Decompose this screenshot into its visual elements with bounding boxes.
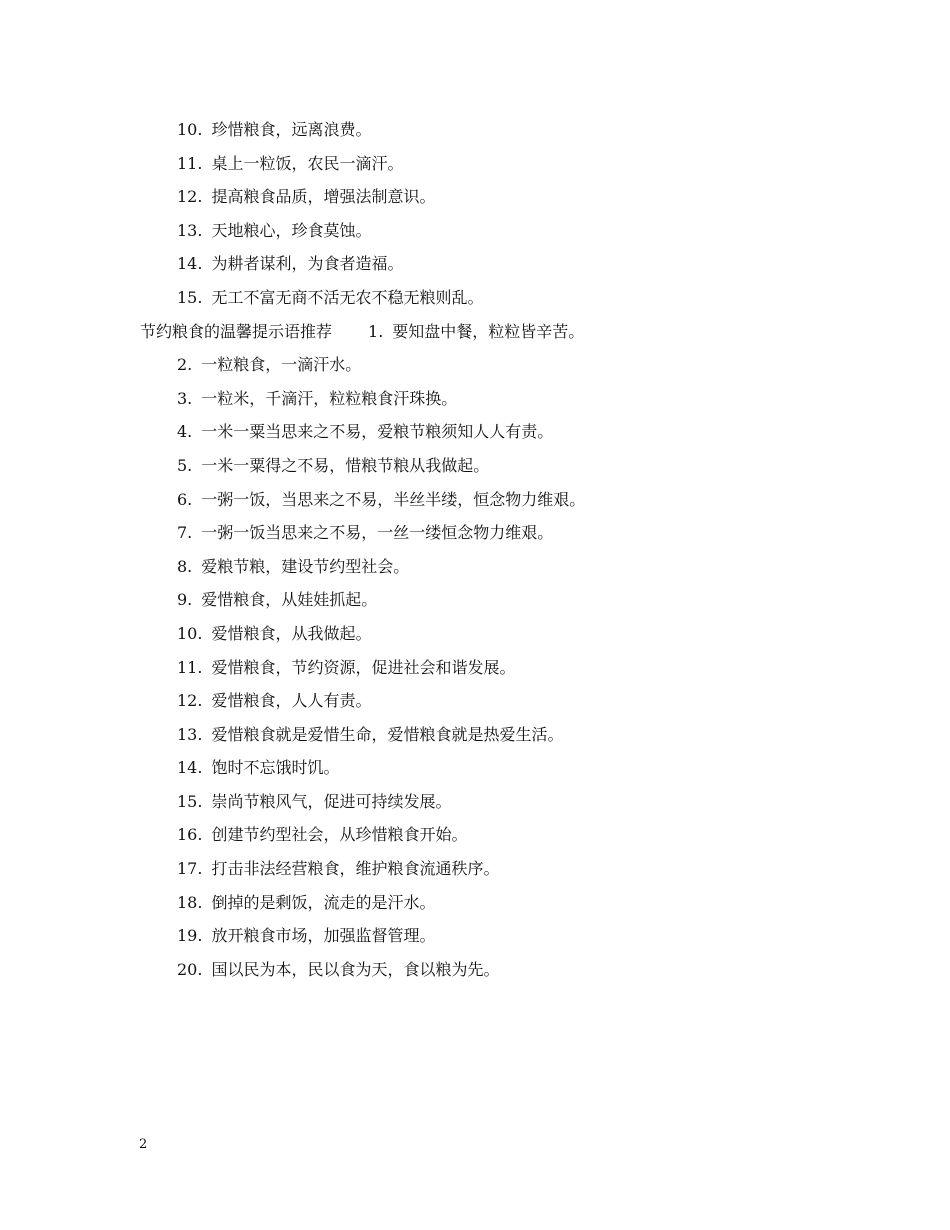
item-number: 10.: [177, 623, 203, 643]
item-number: 2.: [177, 355, 193, 375]
item-text: 爱惜粮食，节约资源，促进社会和谐发展。: [211, 657, 516, 677]
list-item: [140, 556, 900, 590]
list-item: [140, 153, 900, 187]
item-text: 珍惜粮食，远离浪费。: [211, 120, 372, 139]
list-item: [140, 220, 900, 254]
item-number: 4.: [177, 422, 193, 442]
item-number: 3.: [177, 388, 193, 408]
list-item: [140, 354, 900, 388]
list-item: [140, 892, 900, 926]
list-item: [140, 589, 900, 623]
list-item: [140, 186, 900, 220]
item-text: 崇尚节粮风气，促进可持续发展。: [211, 791, 452, 811]
item-number: 13.: [177, 220, 203, 240]
item-number: 16.: [177, 825, 203, 845]
item-text: 一粒米，千滴汗，粒粒粮食汗珠换。: [201, 388, 458, 408]
item-text: 一粥一饭，当思来之不易，半丝半缕，恒念物力维艰。: [201, 489, 586, 509]
list-item: [140, 623, 900, 657]
item-number: 17.: [177, 859, 203, 879]
list-item: [140, 757, 900, 791]
section-heading: 节约粮食的温馨提示语推荐: [140, 321, 333, 341]
item-text: 放开粮食市场，加强监督管理。: [211, 926, 436, 946]
list-item: [140, 858, 900, 892]
page-number: 2: [139, 1137, 148, 1152]
slogan-list: [140, 119, 900, 992]
item-number: 18.: [177, 892, 203, 912]
item-text: 爱惜粮食，从娃娃抓起。: [201, 590, 378, 610]
item-number: 19.: [177, 926, 203, 946]
item-number: 11.: [177, 153, 203, 173]
item-text: 提高粮食品质，增强法制意识。: [211, 187, 436, 207]
list-item: [140, 925, 900, 959]
item-number: 8.: [177, 556, 193, 576]
list-item: [140, 791, 900, 825]
item-text: 一粒粮食，一滴汗水。: [201, 355, 362, 375]
item-number: 10.: [177, 120, 203, 139]
item-number: 9.: [177, 590, 193, 610]
item-text: 一米一粟得之不易，惜粮节粮从我做起。: [201, 455, 490, 475]
list-item: [140, 455, 900, 489]
item-number: 15.: [177, 287, 203, 307]
item-number: 12.: [177, 187, 203, 207]
list-item: [140, 253, 900, 287]
list-item: [140, 724, 900, 758]
list-item: [140, 421, 900, 455]
item-text: 打击非法经营粮食，维护粮食流通秩序。: [211, 859, 500, 879]
item-number: 13.: [177, 724, 203, 744]
list-item: [140, 824, 900, 858]
list-item: [140, 119, 900, 153]
item-number: 14.: [177, 254, 203, 274]
item-text: 创建节约型社会，从珍惜粮食开始。: [211, 825, 468, 845]
item-number: 14.: [177, 758, 203, 778]
item-text: 爱惜粮食，从我做起。: [211, 623, 372, 643]
item-number: 1.: [368, 321, 384, 341]
item-number: 7.: [177, 523, 193, 543]
item-text: 倒掉的是剩饭，流走的是汗水。: [211, 892, 436, 912]
list-item: [140, 690, 900, 724]
item-number: 15.: [177, 791, 203, 811]
item-text: 爱惜粮食，人人有责。: [211, 691, 372, 711]
item-number: 5.: [177, 455, 193, 475]
item-text: 国以民为本，民以食为天，食以粮为先。: [211, 959, 500, 979]
item-number: 6.: [177, 489, 193, 509]
list-item: [140, 489, 900, 523]
item-text: 要知盘中餐，粒粒皆辛苦。: [392, 321, 585, 341]
item-number: 12.: [177, 691, 203, 711]
item-text: 无工不富无商不活无农不稳无粮则乱。: [211, 287, 484, 307]
list-item: [140, 388, 900, 422]
section-heading-line: [140, 321, 900, 355]
list-item: [140, 959, 900, 993]
item-text: 爱惜粮食就是爱惜生命，爱惜粮食就是热爱生活。: [211, 724, 564, 744]
item-text: 饱时不忘饿时饥。: [211, 758, 340, 778]
list-item: [140, 657, 900, 691]
item-text: 天地粮心，珍食莫蚀。: [211, 220, 372, 240]
item-number: 11.: [177, 657, 203, 677]
item-text: 桌上一粒饭，农民一滴汗。: [211, 153, 404, 173]
list-item: [140, 522, 900, 556]
item-text: 爱粮节粮，建设节约型社会。: [201, 556, 410, 576]
item-text: 一米一粟当思来之不易，爱粮节粮须知人人有责。: [201, 422, 554, 442]
item-text: 为耕者谋利，为食者造福。: [211, 254, 404, 274]
list-item: [140, 287, 900, 321]
item-number: 20.: [177, 959, 203, 979]
item-text: 一粥一饭当思来之不易，一丝一缕恒念物力维艰。: [201, 523, 554, 543]
